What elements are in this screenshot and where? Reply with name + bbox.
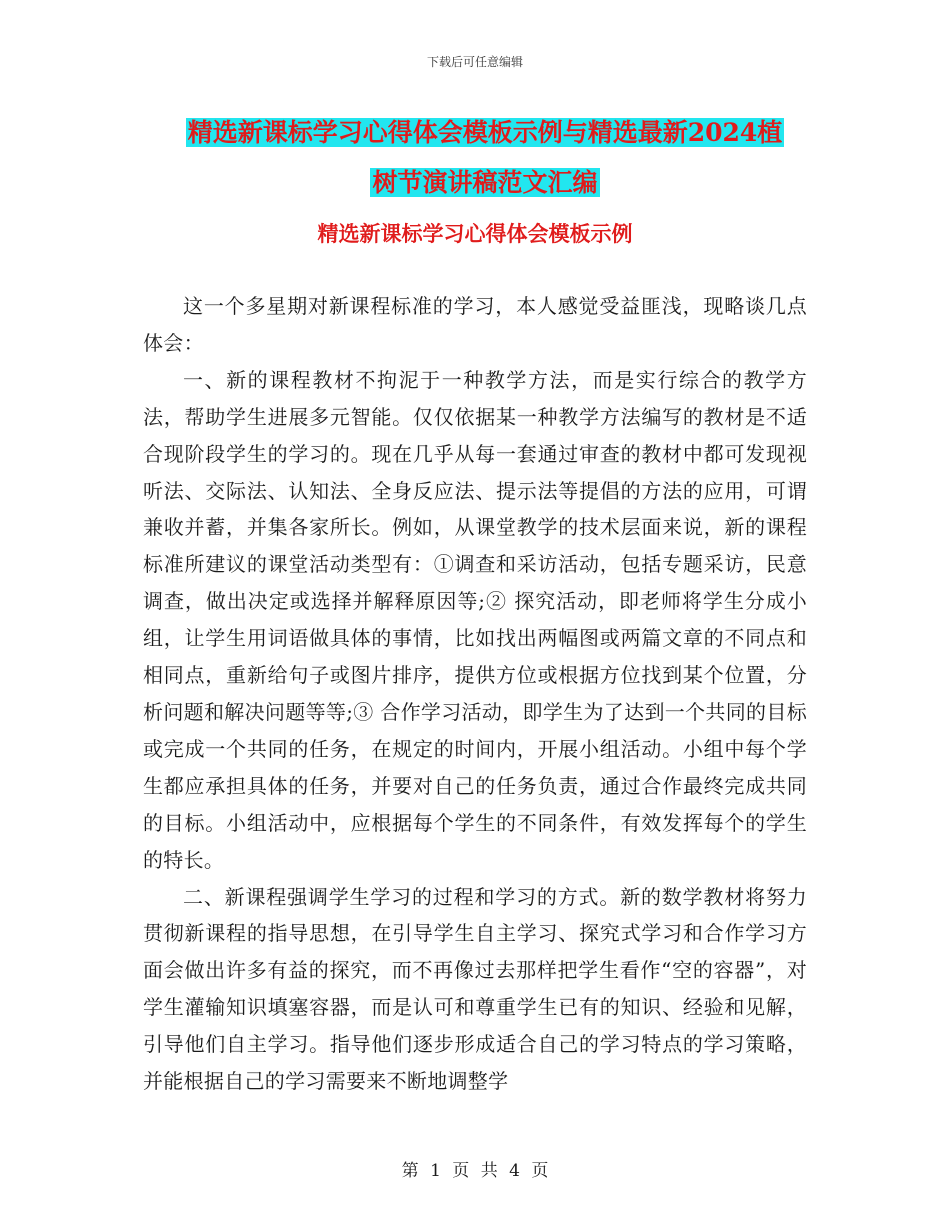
paragraph-intro: 这一个多星期对新课程标准的学习，本人感觉受益匪浅，现略谈几点体会： [143,294,807,355]
document-title-line-2: 树节演讲稿范文汇编 [372,168,598,197]
paragraph-point-one: 一、新的课程教材不拘泥于一种教学方法，而是实行综合的教学方法，帮助学生进展多元智能。仅仅依据某一种教学方法编写的教材是不适合现阶段学生的学习的。现在几乎从每一套通过审查的教材中都可发现视听法、交际法、认知法、全身反应法、提示法等提倡的方法的应用，可谓兼收并蓄，并集各家所长。例如，从课堂教学的技术层面来说，新的课程标准所建议的课堂活动类型有：①调查和采访活动，包括专题采访，民意调查，做出决定或选择并解释原因等;② 探究活动，即老师将学生分成小组，让学生用词语做具体的事情，比如找出两幅图或两篇文章的不同点和相同点，重新给句子或图片排序，提供方位或根据方位找到某个位置，分析问题和解决问题等等;③ 合作学习活动，即学生为了达到一个共同的目标或完成一个共同的任务，在规定的时间内，开展小组活动。小组中每个学生都应承担具体的任务，并要对自己的任务负责，通过合作最终完成共同的目标。小组活动中，应根据每个学生的不同条件，有效发挥每个的学生的特长。 [143,367,807,872]
paragraph-point-two: 二、新课程强调学生学习的过程和学习的方式。新的数学教材将努力贯彻新课程的指导思想，在引导学生自主学习、探究式学习和合作学习方面会做出许多有益的探究，而不再像过去那样把学生看作“空的容器”，对学生灌输知识填塞容器，而是认可和尊重学生已有的知识、经验和见解，引导他们自主学习。指导他们逐步形成适合自己的学习特点的学习策略，并能根据自己的学习需要来不断地调整学 [143,884,807,1094]
document-title [140,108,830,208]
header-note: 下载后可任意编辑 [426,55,523,69]
page-footer: 第 1 页 共 4 页 [401,1161,549,1181]
section-title: 精选新课标学习心得体会模板示例 [317,221,633,246]
document-title-line-1: 精选新课标学习心得体会模板示例与精选最新2024植 [187,118,783,147]
document-body [143,288,807,1100]
